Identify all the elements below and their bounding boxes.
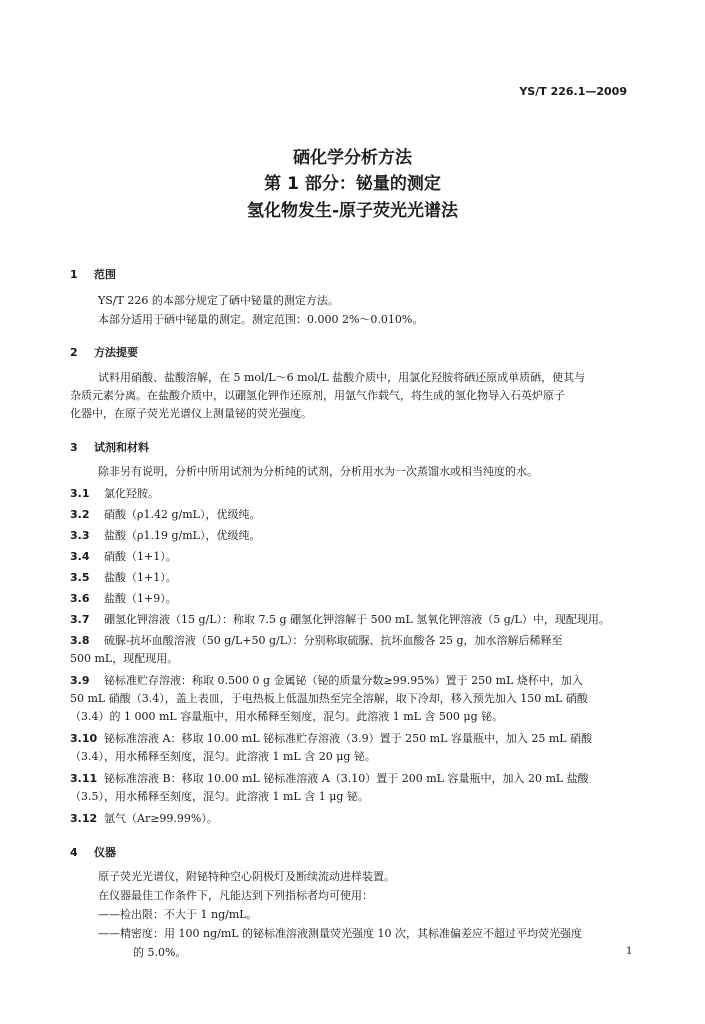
paragraph-line: 试料用硝酸、盐酸溶解，在 5 mol/L～6 mol/L 盐酸介质中，用氯化羟胺将硒还原成单质硒，使其与 [98, 371, 586, 384]
section-title: 方法提要 [94, 346, 138, 359]
clause-3-1: 3.1 氯化羟胺。 [70, 487, 159, 500]
clause-3-12: 3.12 氩气（Ar≥99.99%）。 [70, 812, 218, 825]
paragraph-line: 除非另有说明，分析中所用试剂为分析纯的试剂，分析用水为一次蒸馏水或相当纯度的水。 [98, 465, 538, 478]
section-title: 范围 [94, 268, 116, 281]
paragraph-line: YS/T 226 的本部分规定了硒中铋量的测定方法。 [98, 294, 339, 307]
clause-3-6: 3.6 盐酸（1+9）。 [70, 592, 177, 605]
title-line-3: 氢化物发生-原子荧光光谱法 [246, 201, 459, 221]
dash-item: ——精密度：用 100 ng/mL 的铋标准溶液测量荧光强度 10 次，其标准偏差应不超过平均荧光强度 [98, 927, 583, 940]
clause-3-10: 3.10 铋标准溶液 A：移取 10.00 mL 铋标准贮存溶液（3.9）置于 250 mL 容量瓶中，加入 25 mL 硝酸 [70, 732, 593, 745]
page-number: 1 [626, 946, 633, 957]
clause-3-7: 3.7 硼氢化钾溶液（15 g/L）：称取 7.5 g 硼氢化钾溶解于 500 mL 氢氧化钾溶液（5 g/L）中，现配现用。 [70, 613, 610, 626]
paragraph-line: 本部分适用于硒中铋量的测定。测定范围：0.000 2%～0.010%。 [98, 313, 424, 326]
clause-3-8: 3.8 硫脲-抗坏血酸溶液（50 g/L+50 g/L）：分别称取硫脲、抗坏血酸各 25 g，加水溶解后稀释至 [70, 634, 563, 647]
clause-3-11: 3.11 铋标准溶液 B：移取 10.00 mL 铋标准溶液 A（3.10）置于 200 mL 容量瓶中，加入 20 mL 盐酸 [70, 772, 589, 785]
section-title: 试剂和材料 [94, 441, 149, 454]
clause-3-3: 3.3 盐酸（ρ1.19 g/mL），优级纯。 [70, 529, 261, 542]
clause-3-9-continued: （3.4）的 1 000 mL 容量瓶中，用水稀释至刻度，混匀。此溶液 1 mL 含 500 μg 铋。 [70, 710, 504, 723]
paragraph-line: 化器中，在原子荧光光谱仪上测量铋的荧光强度。 [70, 407, 312, 420]
paragraph-line: 杂质元素分离。在盐酸介质中，以硼氢化钾作还原剂，用氩气作载气，将生成的氢化物导入石英炉原子 [70, 389, 565, 402]
dash-item-continued: 的 5.0%。 [133, 946, 187, 959]
clause-3-8-continued: 500 mL，现配现用。 [70, 652, 179, 665]
section-number: 3 [70, 441, 78, 454]
clause-3-11-continued: （3.5），用水稀释至刻度，混匀。此溶液 1 mL 含 1 μg 铋。 [70, 790, 369, 803]
clause-3-4: 3.4 硝酸（1+1）。 [70, 550, 177, 563]
title-line-1: 硒化学分析方法 [293, 148, 412, 168]
clause-3-2: 3.2 硝酸（ρ1.42 g/mL），优级纯。 [70, 508, 261, 521]
standard-code: YS/T 226.1—2009 [519, 85, 627, 98]
section-3-heading [70, 439, 149, 455]
section-number: 2 [70, 346, 78, 359]
clause-3-5: 3.5 盐酸（1+1）。 [70, 571, 177, 584]
section-2-heading [70, 344, 138, 360]
title-line-2: 第 1 部分：铋量的测定 [264, 174, 441, 194]
paragraph-line: 在仪器最佳工作条件下，凡能达到下列指标者均可使用： [98, 889, 373, 902]
section-1-heading [70, 266, 116, 282]
section-number: 4 [70, 846, 78, 859]
paragraph-line: 原子荧光光谱仪，附铋特种空心阴极灯及断续流动进样装置。 [98, 870, 395, 883]
clause-3-9: 3.9 铋标准贮存溶液：称取 0.500 0 g 金属铋（铋的质量分数≥99.95%）置于 250 mL 烧杯中，加入 [70, 674, 583, 687]
clause-3-10-continued: （3.4），用水稀释至刻度，混匀。此溶液 1 mL 含 20 μg 铋。 [70, 750, 376, 763]
section-title: 仪器 [94, 846, 116, 859]
dash-item: ——检出限：不大于 1 ng/mL。 [98, 908, 258, 921]
clause-3-9-continued: 50 mL 硝酸（3.4），盖上表皿，于电热板上低温加热至完全溶解，取下冷却，移入预先加入 150 mL 硝酸 [70, 692, 588, 705]
section-number: 1 [70, 268, 78, 281]
section-4-heading [70, 844, 116, 860]
